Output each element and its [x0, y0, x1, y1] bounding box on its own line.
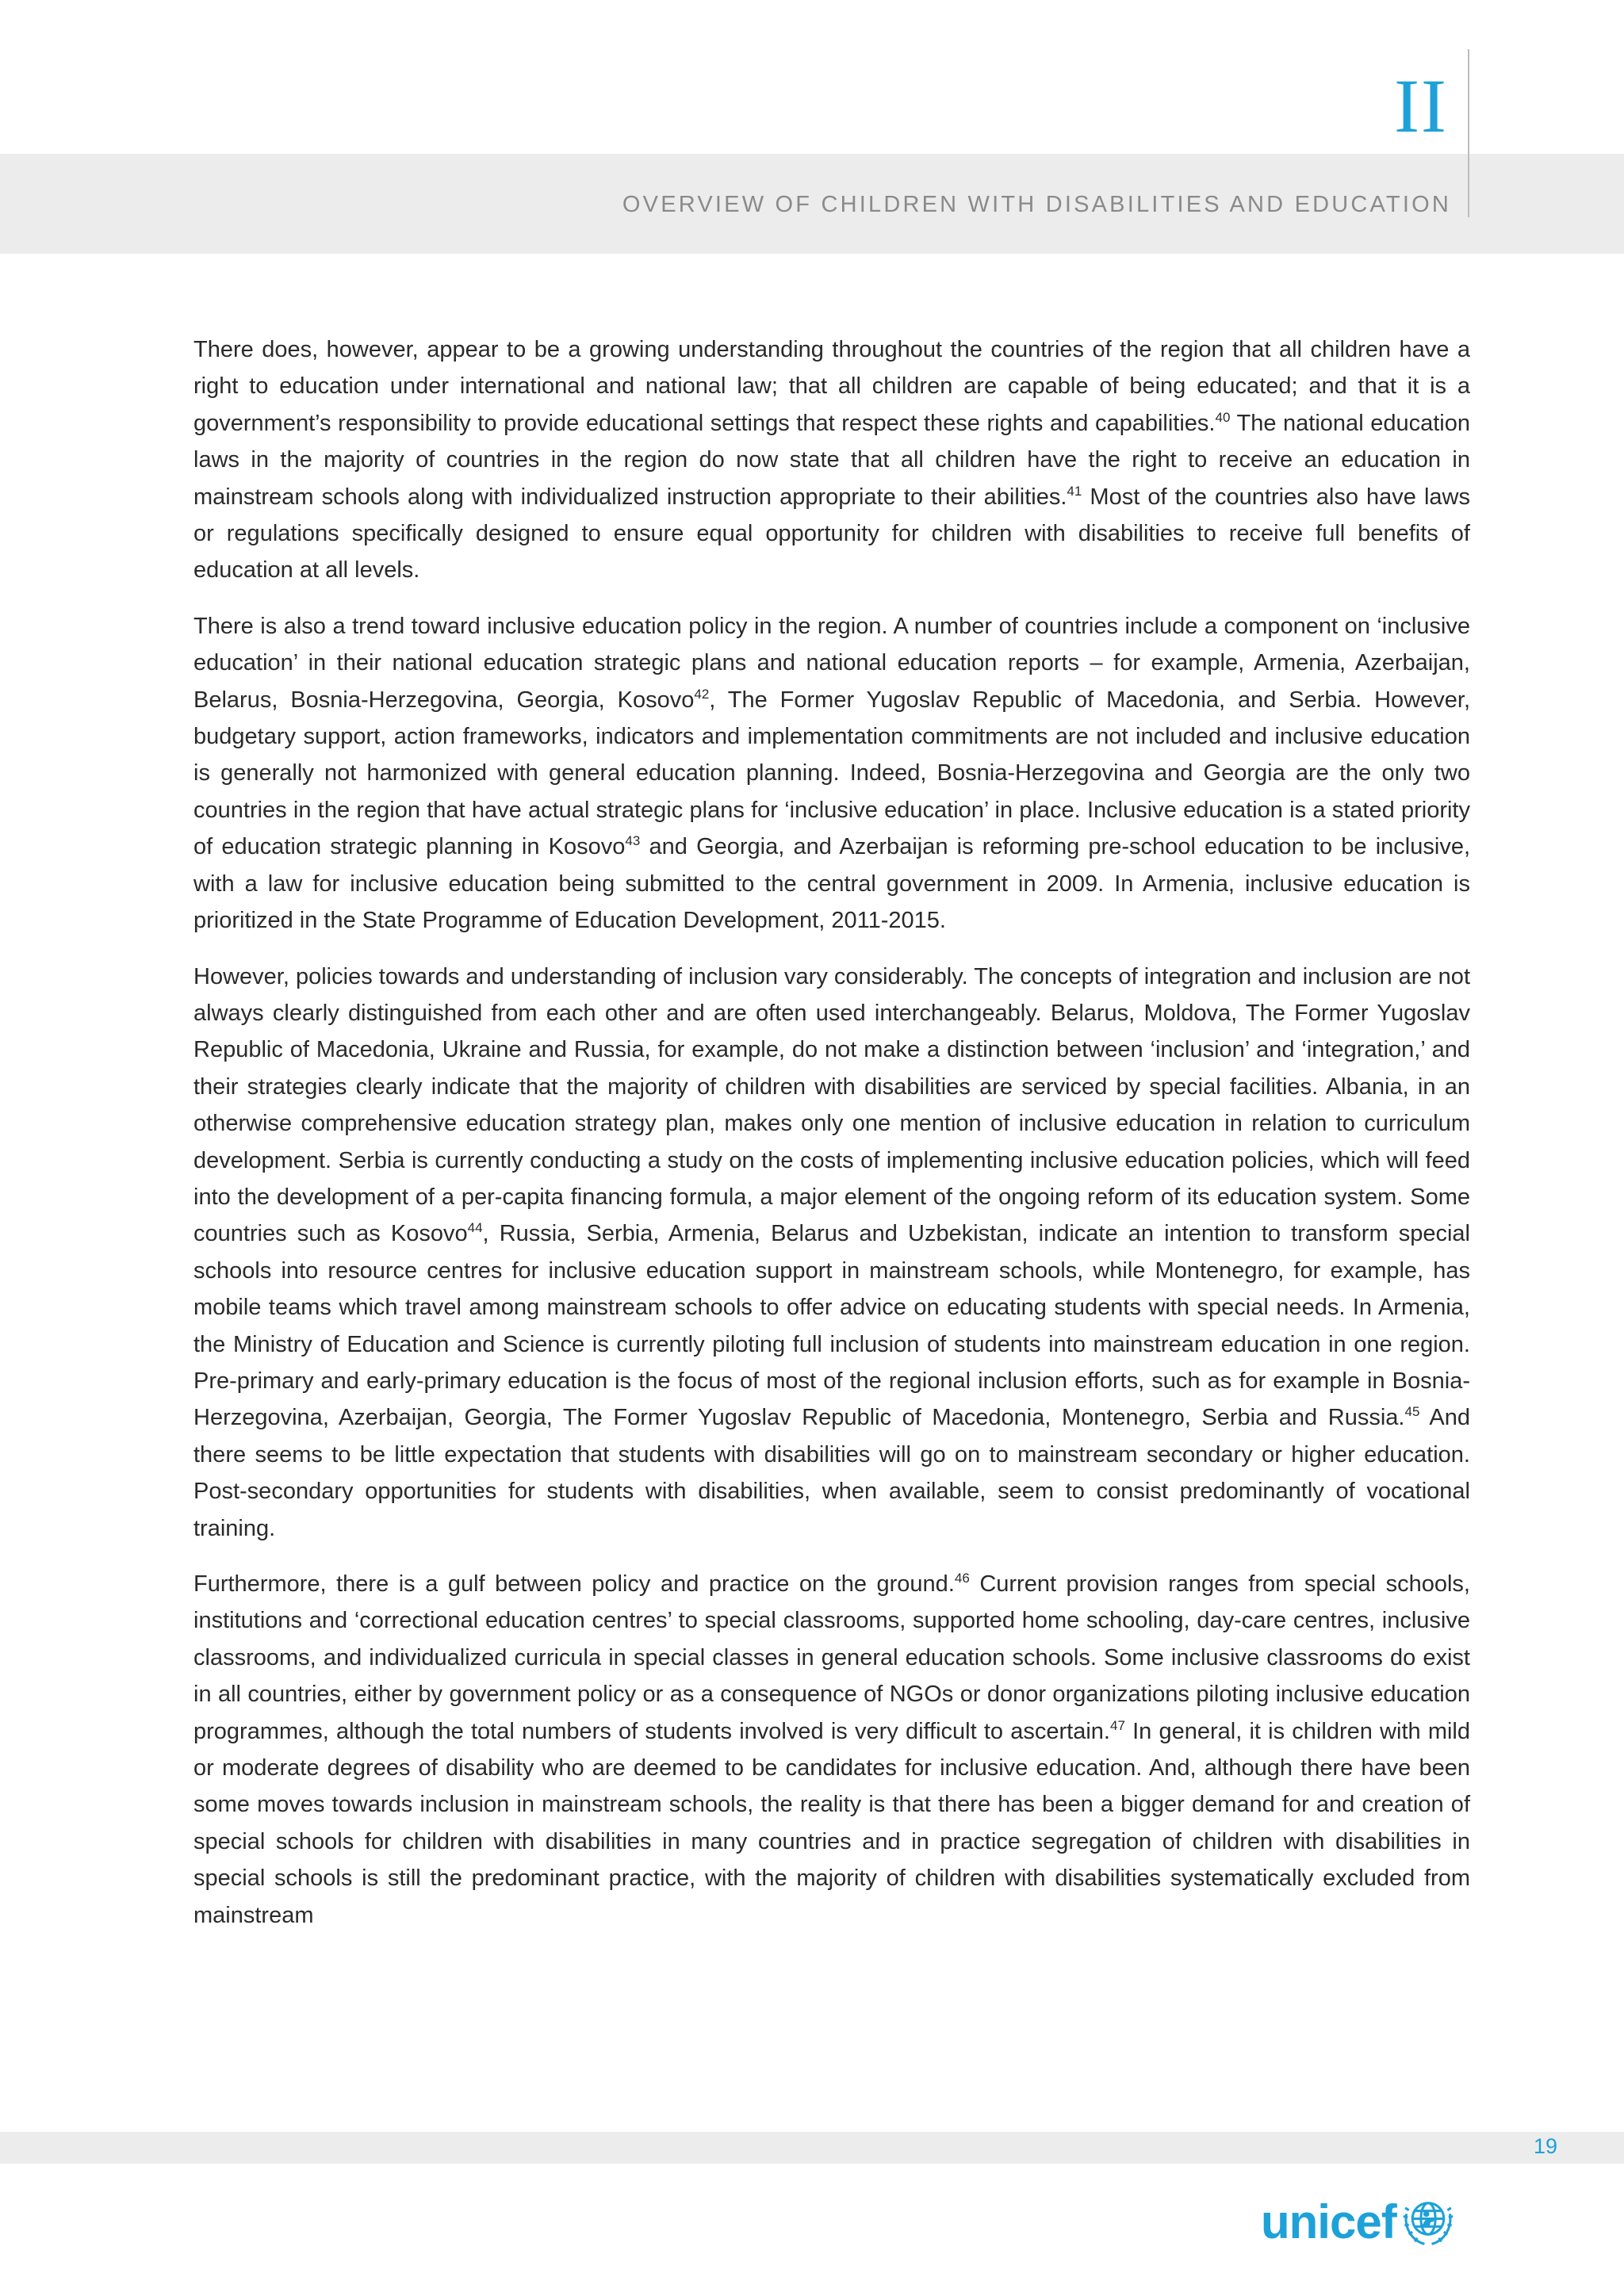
paragraph-text: In general, it is children with mild or moderate degrees of disability who are deemed to be candidates for inclusive education. And, although there have been some moves towards inclusion in mainstream schools, the reality is that there has been a bigger demand for and creation of special schools for children with disabilities in many countries and in practice segregation of children with disabilities in special schools is still the predominant practice, with the majority of children with disabilities systematically excluded from mainstream	[193, 1718, 1470, 1928]
paragraph-text: , Russia, Serbia, Armenia, Belarus and Uzbekistan, indicate an intention to transform special schools into resource centres for inclusive education support in mainstream schools, while Montenegro, for example, has mobile teams which travel among mainstream schools to offer advice on educating students with special needs. In Armenia, the Ministry of Education and Science is currently piloting full inclusion of students into mainstream education in one region. Pre-primary and early-primary education is the focus of most of the regional inclusion efforts, such as for example in Bosnia- Herzegovina, Azerbaijan, Georgia, The Former Yugoslav Republic of Macedonia, Montenegro, Serbia and Russia.	[193, 1221, 1470, 1431]
footnote-ref: 42	[694, 686, 710, 702]
paragraph-text: And there seems to be little expectation that students with disabilities will go on to mainstream secondary or higher education. Post-secondary opportunities for students with disabilities, when available, seem to consist predominantly of vocational training.	[193, 1405, 1471, 1541]
paragraph-text: Furthermore, there is a gulf between policy and practice on the ground.	[193, 1571, 955, 1597]
footnote-ref: 41	[1067, 483, 1082, 499]
paragraph-text: Current provision ranges from special schools, institutions and ‘correctional education centres’ to special classrooms, supported home schooling, day-care centres, inclusive classrooms, and individualized curricula in special classes in general education schools. Some inclusive classrooms do exist in all countries, either by government policy or as a consequence of NGOs or donor organizations piloting inclusive education programmes, although the total numbers of students involved is very difficult to ascertain.	[193, 1571, 1470, 1744]
unicef-wordmark: unicef	[1261, 2195, 1396, 2248]
paragraph-2	[193, 608, 1470, 939]
header-divider	[1468, 49, 1469, 217]
paragraph-text: Most of the countries also have laws or regulations specifically designed to ensure equal opportunity for children with disabilities to receive full benefits of education at all levels.	[193, 484, 1470, 584]
body-text	[193, 331, 1470, 1953]
section-title: OVERVIEW OF CHILDREN WITH DISABILITIES AND EDUCATION	[622, 192, 1451, 217]
footnote-ref: 44	[467, 1220, 483, 1236]
paragraph-4	[193, 1566, 1470, 1934]
unicef-logo	[1261, 2195, 1458, 2250]
paragraph-text: There is also a trend toward inclusive education policy in the region. A number of countries include a component on ‘inclusive education’ in their national education strategic plans and national education reports – for example, Armenia, Azerbaijan, Belarus, Bosnia-Herzegovina, Georgia, Kosovo	[193, 613, 1470, 713]
paragraph-3	[193, 959, 1470, 1548]
page-number: 19	[1533, 2134, 1557, 2158]
paragraph-text: , The Former Yugoslav Republic of Macedonia, and Serbia. However, budgetary support, action frameworks, indicators and implementation commitments are not included and inclusive education is generally not harmonized with general education planning. Indeed, Bosnia-Herzegovina and Georgia are the only two countries in the region that have actual strategic plans for ‘inclusive education’ in place. Inclusive education is a stated priority of education strategic planning in Kosovo	[193, 687, 1471, 860]
paragraph-1	[193, 331, 1470, 589]
footnote-ref: 45	[1404, 1404, 1420, 1420]
paragraph-text: There does, however, appear to be a growing understanding throughout the countries of the region that all children have a right to education under international and national law; that all children are capable of being educated; and that it is a government’s responsibility to provide educational settings that respect these rights and capabilities.	[193, 337, 1470, 436]
footnote-ref: 43	[625, 833, 641, 849]
footnote-ref: 40	[1215, 409, 1231, 425]
footnote-ref: 46	[954, 1571, 970, 1586]
footnote-ref: 47	[1109, 1717, 1125, 1733]
unicef-emblem-icon	[1398, 2190, 1458, 2250]
paragraph-text: The national education laws in the majority of countries in the region do now state that all children have the right to receive an education in mainstream schools along with individualized instruction appropriate to their abilities.	[193, 410, 1470, 510]
footer-band	[0, 2132, 1624, 2164]
chapter-numeral: II	[1394, 63, 1448, 148]
paragraph-text: However, policies towards and understanding of inclusion vary considerably. The concepts of integration and inclusion are not always clearly distinguished from each other and are often used interchangeably. Belarus, Moldova, The Former Yugoslav Republic of Macedonia, Ukraine and Russia, for example, do not make a distinction between ‘inclusion’ and ‘integration,’ and their strategies clearly indicate that the majority of children with disabilities are serviced by special facilities. Albania, in an otherwise comprehensive education strategy plan, makes only one mention of inclusive education in relation to curriculum development. Serbia is currently conducting a study on the costs of implementing inclusive education policies, which will feed into the development of a per-capita financing formula, a major element of the ongoing reform of its education system. Some countries such as Kosovo	[193, 963, 1470, 1247]
paragraph-text: and Georgia, and Azerbaijan is reforming pre-school education to be inclusive, with a law for inclusive education being submitted to the central government in 2009. In Armenia, inclusive education is prioritized in the State Programme of Education Development, 2011-2015.	[193, 834, 1471, 934]
